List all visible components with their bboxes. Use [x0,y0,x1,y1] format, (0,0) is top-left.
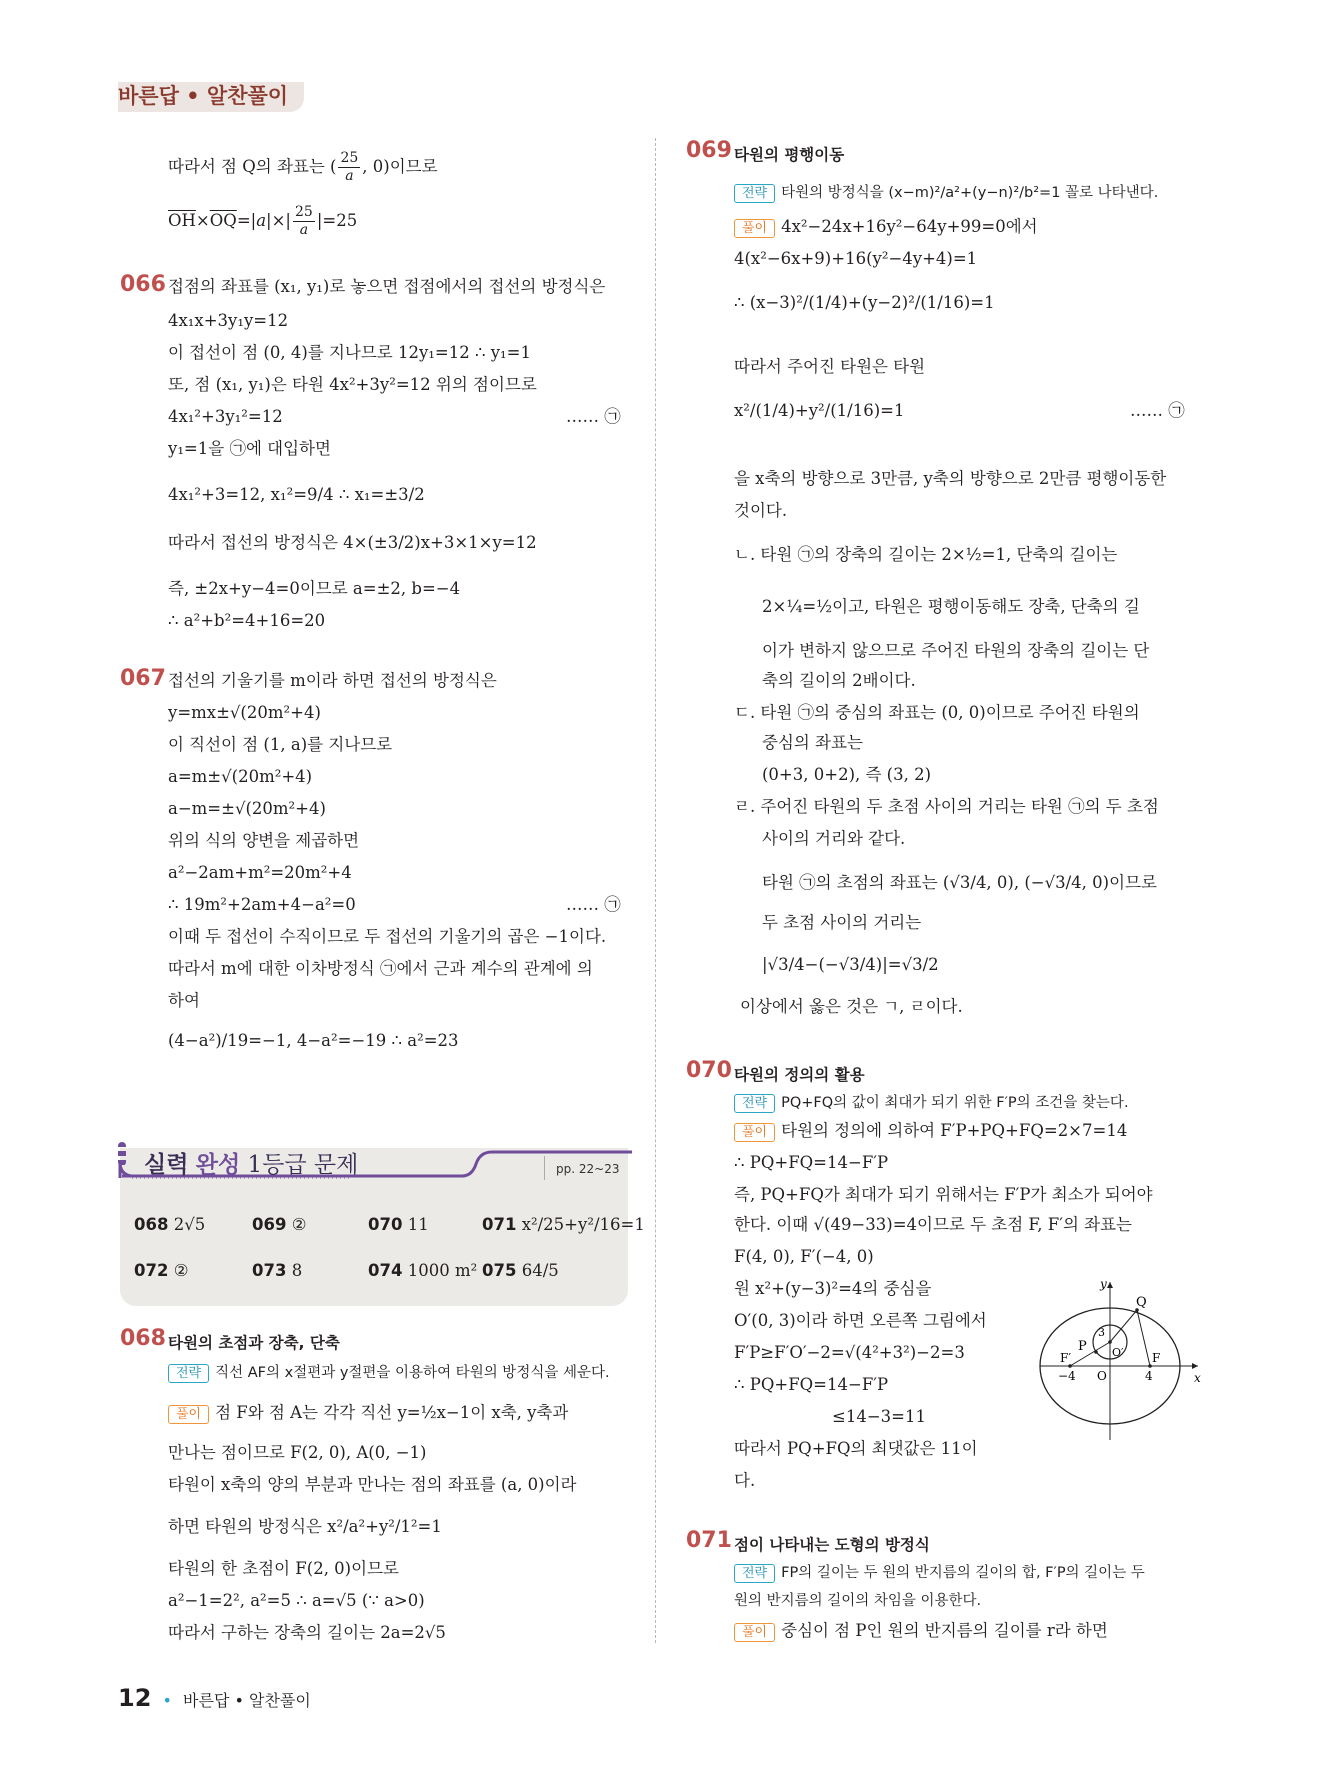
p070-line-1: 타원의 정의에 의하여 F′P+PQ+FQ=2×7=14 [781,1121,1128,1140]
fig-Q-label: Q [1136,1295,1147,1310]
p068-strategy [168,1362,610,1384]
answer-val: 8 [291,1261,303,1280]
answer-073 [252,1260,302,1282]
p069-line-2: 4(x²−6x+9)+16(y²−4y+4)=1 [734,249,978,268]
p069-title: 타원의 평행이동 [734,146,845,164]
p069-line-3: ∴ (x−3)²/(1/4)+(y−2)²/(1/16)=1 [734,293,995,312]
solution-tag: 풀이 [734,1123,775,1142]
p067-line-1: 접선의 기울기를 m이라 하면 접선의 방정식은 [168,671,497,690]
p067-line-8: ∴ 19m²+2am+4−a²=0 [168,895,356,914]
p066-line-7: 4x₁²+3=12, x₁²=9/4 ∴ x₁=±3/2 [168,485,425,504]
answer-box-title-c: 1등급 문제 [247,1152,359,1178]
solution-tag: 풀이 [734,1623,775,1642]
p069-strategy-text: 타원의 방정식을 (x−m)²/a²+(y−n)²/b²=1 꼴로 나타낸다. [781,185,1159,201]
answer-val: ② [173,1261,189,1280]
p067-mark: …… ㉠ [566,895,621,914]
p069-line-17: 타원 ㉠의 초점의 좌표는 (√3/4, 0), (−√3/4, 0)이므로 [762,873,1157,892]
solution-tag: 풀이 [734,219,775,238]
p069-line-15: ㄹ. 주어진 타원의 두 초점 사이의 거리는 타원 ㉠의 두 초점 [734,797,1159,816]
problem-number-071: 071 [686,1528,732,1553]
p068-line-3: 타원이 x축의 양의 부분과 만나는 점의 좌표를 (a, 0)이라 [168,1475,577,1494]
strategy-tag: 전략 [734,1094,775,1113]
problem-number-066: 066 [120,272,166,297]
p067-line-6: 위의 식의 양변을 제곱하면 [168,831,360,850]
fig-m4-label: −4 [1058,1369,1076,1383]
answer-box-title [144,1146,358,1179]
p069-line-20: 이상에서 옳은 것은 ㄱ, ㄹ이다. [740,997,963,1016]
p068-line-1: 점 F와 점 A는 각각 직선 y=½x−1이 x축, y축과 [215,1403,569,1422]
answer-068 [134,1214,205,1236]
p069-solution [734,216,1038,238]
p067-line-4: a=m±√(20m²+4) [168,767,313,786]
p067-line-10: 따라서 m에 대한 이차방정식 ㉠에서 근과 계수의 관계에 의 [168,959,593,978]
p068-strategy-text: 직선 AF의 x절편과 y절편을 이용하여 타원의 방정식을 세운다. [215,1365,610,1381]
p066-line-2: 4x₁x+3y₁y=12 [168,311,289,330]
answer-box-bullets [118,1142,126,1166]
p068-solution [168,1402,568,1424]
fig-p4-label: 4 [1145,1369,1153,1383]
problem-number-067: 067 [120,666,166,691]
p070-title: 타원의 정의의 활용 [734,1066,865,1084]
p069-line-9: 2×¼=½이고, 타원은 평행이동해도 장축, 단축의 길 [762,597,1140,616]
p071-line: 중심이 점 P인 원의 반지름의 길이를 r라 하면 [781,1621,1108,1640]
p071-strategy-text-2: 원의 반지름의 길이의 차임을 이용한다. [734,1593,982,1609]
p067-line-11: 하여 [168,991,200,1010]
fig-O1-label: O′ [1112,1346,1124,1359]
fig-F-label: F [1152,1351,1161,1365]
p067-line-12: (4−a²)/19=−1, 4−a²=−19 ∴ a²=23 [168,1031,459,1050]
p069-line-14: (0+3, 0+2), 즉 (3, 2) [762,765,932,784]
answer-no: 075 [482,1261,517,1280]
problem-number-068: 068 [120,1326,166,1351]
answer-no: 072 [134,1261,169,1280]
answer-069 [252,1214,307,1236]
p068-title: 타원의 초점과 장축, 단축 [168,1334,340,1352]
p067-line-2: y=mx±√(20m²+4) [168,703,321,722]
p069-line-12: ㄷ. 타원 ㉠의 중심의 좌표는 (0, 0)이므로 주어진 타원의 [734,703,1140,722]
p069-line-10: 이가 변하지 않으므로 주어진 타원의 장축의 길이는 단 [762,641,1150,660]
p070-strategy-text: PQ+FQ의 값이 최대가 되기 위한 F′P의 조건을 찾는다. [781,1095,1129,1111]
p070-line-5: F(4, 0), F′(−4, 0) [734,1247,874,1266]
solution-tag: 풀이 [168,1405,209,1424]
fig-O-label: O [1097,1369,1107,1383]
p066-line-6: y₁=1을 ㉠에 대입하면 [168,439,331,458]
p071-solution [734,1620,1108,1642]
answer-074 [368,1260,477,1282]
p068-line-2: 만나는 점이므로 F(2, 0), A(0, −1) [168,1443,427,1462]
answer-072 [134,1260,189,1282]
strategy-tag: 전략 [734,1564,775,1583]
ellipse-figure [1036,1276,1204,1444]
footer [118,1684,311,1712]
p068-line-7: 따라서 구하는 장축의 길이는 2a=2√5 [168,1623,446,1642]
p071-strategy [734,1562,1145,1584]
answer-val: x²/25+y²/16=1 [521,1215,645,1234]
answer-val: ② [291,1215,307,1234]
p070-strategy [734,1092,1129,1114]
p070-line-10: ≤14−3=11 [832,1407,926,1426]
p067-line-9: 이때 두 접선이 수직이므로 두 접선의 기울기의 곱은 −1이다. [168,927,607,946]
p070-line-7: O′(0, 3)이라 하면 오른쪽 그림에서 [734,1311,987,1330]
fig-y-label: y [1100,1277,1107,1291]
p070-line-4: 한다. 이때 √(49−33)=4이므로 두 초점 F, F′의 좌표는 [734,1215,1132,1234]
answer-no: 068 [134,1215,169,1234]
answer-box-title-b: 완성 [195,1152,241,1178]
p066-line-9: 즉, ±2x+y−4=0이므로 a=±2, b=−4 [168,579,461,598]
strategy-tag: 전략 [168,1364,209,1383]
p067-line-3: 이 직선이 점 (1, a)를 지나므로 [168,735,393,754]
fig-F1-label: F′ [1060,1351,1072,1365]
p069-strategy [734,182,1158,204]
intro-line-2: $\overline{OH}\times\overline{OQ}=|a|\times|$ $\frac{25}{a}$ |=25 [168,204,358,238]
p069-line-1: 4x²−24x+16y²−64y+99=0에서 [781,217,1038,236]
answer-val: 1000 m² [407,1261,478,1280]
answer-071 [482,1214,645,1236]
footer-dot: • [162,1691,172,1710]
p069-line-4: 따라서 주어진 타원은 타원 [734,357,926,376]
answer-no: 070 [368,1215,403,1234]
answer-box-pages-rule [544,1156,545,1180]
p070-line-2: ∴ PQ+FQ=14−F′P [734,1153,889,1172]
fig-three-label: 3 [1098,1326,1105,1339]
p067-line-7: a²−2am+m²=20m²+4 [168,863,352,882]
p069-mark: …… ㉠ [1130,401,1185,420]
footer-label: 바른답 • 알찬풀이 [183,1691,311,1710]
p070-line-12: 다. [734,1471,756,1490]
p069-line-16: 사이의 거리와 같다. [762,829,906,848]
p067-line-5: a−m=±√(20m²+4) [168,799,326,818]
p068-line-4: 하면 타원의 방정식은 x²/a²+y²/1²=1 [168,1517,442,1536]
p070-line-3: 즉, PQ+FQ가 최대가 되기 위해서는 F′P가 최소가 되어야 [734,1185,1153,1204]
p066-line-1: 접점의 좌표를 (x₁, y₁)로 놓으면 접점에서의 접선의 방정식은 [168,277,606,296]
p070-solution [734,1120,1127,1142]
answer-no: 073 [252,1261,287,1280]
p069-line-8: ㄴ. 타원 ㉠의 장축의 길이는 2×½=1, 단축의 길이는 [734,545,1118,564]
p070-line-11: 따라서 PQ+FQ의 최댓값은 11이 [734,1439,978,1458]
answer-no: 069 [252,1215,287,1234]
column-divider [655,138,656,1643]
p066-line-3: 이 접선이 점 (0, 4)를 지나므로 12y₁=12 ∴ y₁=1 [168,343,531,362]
p070-line-6: 원 x²+(y−3)²=4의 중심을 [734,1279,932,1298]
p069-line-7: 것이다. [734,501,788,520]
fig-P-label: P [1078,1339,1087,1354]
answer-no: 071 [482,1215,517,1234]
fig-x-label: x [1194,1371,1201,1385]
answer-box-title-a: 실력 [144,1152,189,1178]
p069-line-6: 을 x축의 방향으로 3만큼, y축의 방향으로 2만큼 평행이동한 [734,469,1167,488]
p066-line-10: ∴ a²+b²=4+16=20 [168,611,326,630]
p069-line-18: 두 초점 사이의 거리는 [762,913,922,932]
p066-line-8: 따라서 접선의 방정식은 4×(±3/2)x+3×1×y=12 [168,533,537,552]
answer-val: 11 [407,1215,429,1234]
p069-line-5: x²/(1/4)+y²/(1/16)=1 [734,401,905,420]
problem-number-069: 069 [686,138,732,163]
intro-line-1: 따라서 점 Q의 좌표는 ( $\frac{25}{a}$ , 0)이므로 [168,150,438,184]
answer-075 [482,1260,559,1282]
page-number: 12 [118,1684,152,1712]
header-title: 바른답 • 알찬풀이 [118,84,289,108]
p070-line-8: F′P≥F′O′−2=√(4²+3²)−2=3 [734,1343,965,1362]
p071-title: 점이 나타내는 도형의 방정식 [734,1536,930,1554]
answer-box-pages: pp. 22~23 [556,1162,620,1176]
p066-line-5: 4x₁²+3y₁²=12 [168,407,283,426]
answer-070 [368,1214,429,1236]
p071-strategy-text-1: FP의 길이는 두 원의 반지름의 길이의 합, F′P의 길이는 두 [781,1565,1145,1581]
p069-line-13: 중심의 좌표는 [762,733,863,752]
answer-no: 074 [368,1261,403,1280]
problem-number-070: 070 [686,1058,732,1083]
answer-val: 2√5 [173,1215,206,1234]
p066-mark: …… ㉠ [566,407,621,426]
p069-line-19: |√3/4−(−√3/4)|=√3/2 [762,955,939,974]
strategy-tag: 전략 [734,184,775,203]
p068-line-5: 타원의 한 초점이 F(2, 0)이므로 [168,1559,399,1578]
p068-line-6: a²−1=2², a²=5 ∴ a=√5 (∵ a>0) [168,1591,425,1610]
p069-line-11: 축의 길이의 2배이다. [762,671,916,690]
p066-line-4: 또, 점 (x₁, y₁)은 타원 4x²+3y²=12 위의 점이므로 [168,375,537,394]
p070-line-9: ∴ PQ+FQ=14−F′P [734,1375,889,1394]
answer-val: 64/5 [521,1261,559,1280]
